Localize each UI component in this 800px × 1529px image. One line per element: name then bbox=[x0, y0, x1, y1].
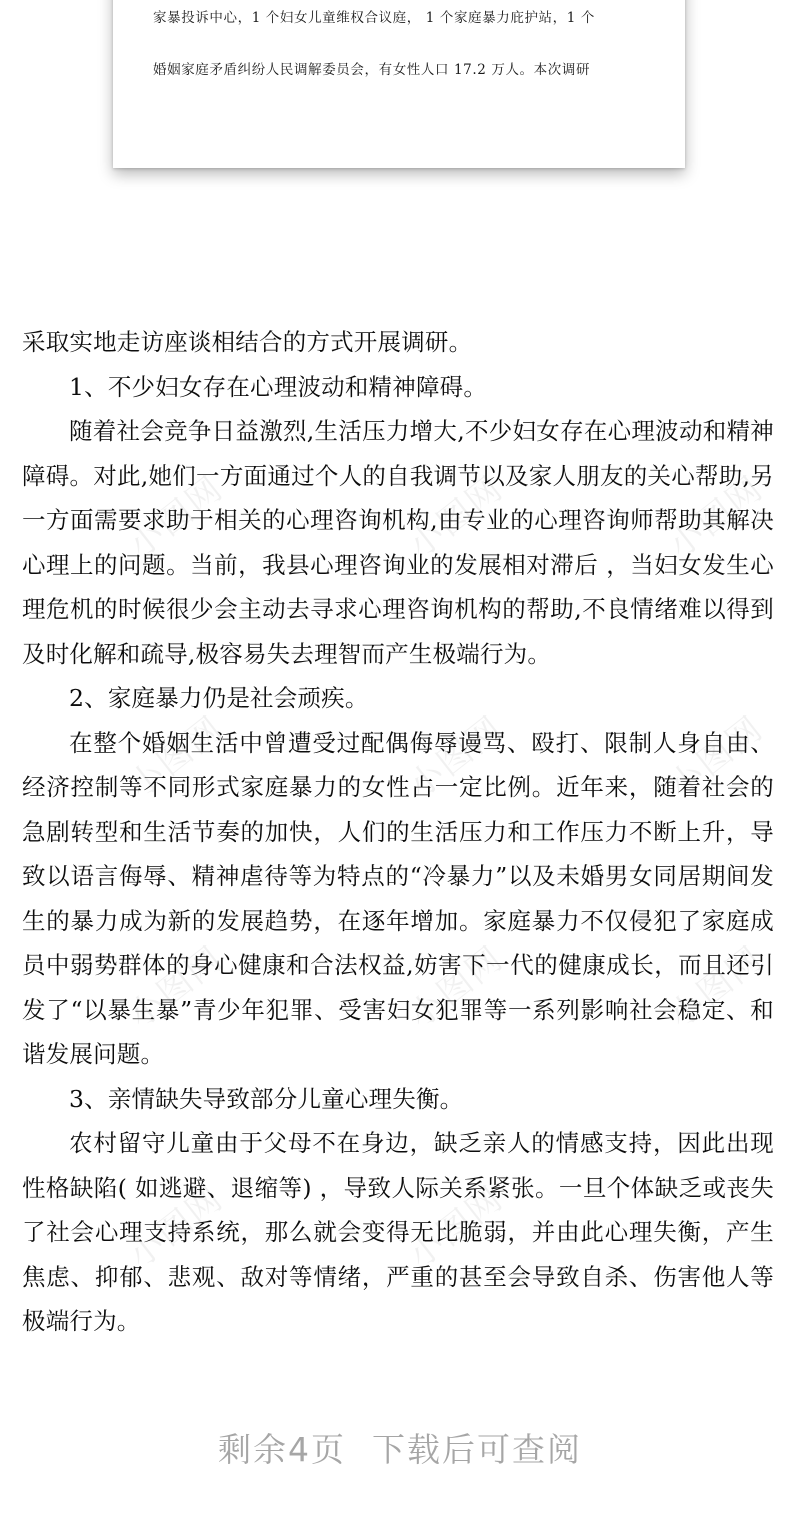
paragraph-body-3: 农村留守儿童由于父母不在身边，缺乏亲人的情感支持，因此出现性格缺陷( 如逃避、退缩等) ，导致人际关系紧张。一旦个体缺乏或丧失了社会心理支持系统，那么就会变得无比脆弱，并由此心理失衡，产生焦虑、抑郁、悲观、敌对等情绪，严重的甚至会导致自杀、伤害他人等极端行为。 bbox=[22, 1129, 774, 1335]
paragraph-heading-3: 3、亲情缺失导致部分儿童心理失衡。 bbox=[69, 1084, 464, 1113]
watermark-text: 小图网 bbox=[121, 708, 232, 807]
paragraph-body-2: 在整个婚姻生活中曾遭受过配偶侮辱谩骂、殴打、限制人身自由、经济控制等不同形式家庭暴力的女性占一定比例。近年来，随着社会的急剧转型和生活节奏的加快，人们的生活压力和工作压力不断上升，导致以语言侮辱、精神虐待等为特点的“冷暴力”以及未婚男女同居期间发生的暴力成为新的发展趋势，在逐年增加。家庭暴力不仅侵犯了家庭成员中弱势群体的身心健康和合法权益,妨害下一代的健康成长，而且还引发了“以暴生暴”青少年犯罪、受害妇女犯罪等一系列影响社会稳定、和谐发展问题。 bbox=[22, 728, 774, 1068]
watermark-text: 小图网 bbox=[401, 938, 512, 1037]
watermark-text: 小图网 bbox=[121, 1178, 232, 1277]
paragraph-intro: 采取实地走访座谈相结合的方式开展调研。 bbox=[22, 328, 473, 356]
watermark-text: 小图网 bbox=[121, 468, 232, 567]
watermark-text: 小图网 bbox=[121, 938, 232, 1037]
preview-card-line: 婚姻家庭矛盾纠纷人民调解委员会，有女性人口 17.2 万人。本次调研 bbox=[153, 62, 591, 78]
watermark-text: 小图网 bbox=[401, 708, 512, 807]
preview-card-text-block bbox=[153, 0, 649, 104]
paragraph-heading-1: 1、不少妇女存在心理波动和精神障碍。 bbox=[69, 372, 488, 401]
preview-card-line: 家暴投诉中心，1 个妇女儿童维权合议庭， 1 个家庭暴力庇护站，1 个 bbox=[153, 10, 595, 26]
download-hint-label: 下载后可查阅 bbox=[372, 1430, 582, 1469]
paragraph-body-1: 随着社会竞争日益激烈,生活压力增大,不少妇女存在心理波动和精神障碍。对此,她们一方面通过个人的自我调节以及家人朋友的关心帮助,另一方面需要求助于相关的心理咨询机构,由专业的心理咨询师帮助其解决心理上的问题。当前，我县心理咨询业的发展相对滞后 ，当妇女发生心理危机的时候很少会主动去寻求心理咨询机构的帮助,不良情绪难以得到及时化解和疏导,极容易失去理智而产生极端行为。 bbox=[22, 417, 774, 668]
document-body bbox=[22, 320, 774, 1344]
remaining-pages-label: 剩余4页 bbox=[218, 1430, 346, 1469]
watermark-text: 小图网 bbox=[661, 468, 772, 567]
paragraph-heading-2: 2、家庭暴力仍是社会顽疾。 bbox=[69, 684, 369, 712]
watermark-text: 小图网 bbox=[661, 708, 772, 807]
watermark-text: 小图网 bbox=[661, 938, 772, 1037]
watermark-text: 小图网 bbox=[401, 1178, 512, 1277]
download-notice[interactable] bbox=[0, 1424, 800, 1471]
preview-page-surface bbox=[113, 0, 685, 168]
preview-page-card bbox=[113, 0, 685, 168]
watermark-text: 小图网 bbox=[401, 468, 512, 567]
